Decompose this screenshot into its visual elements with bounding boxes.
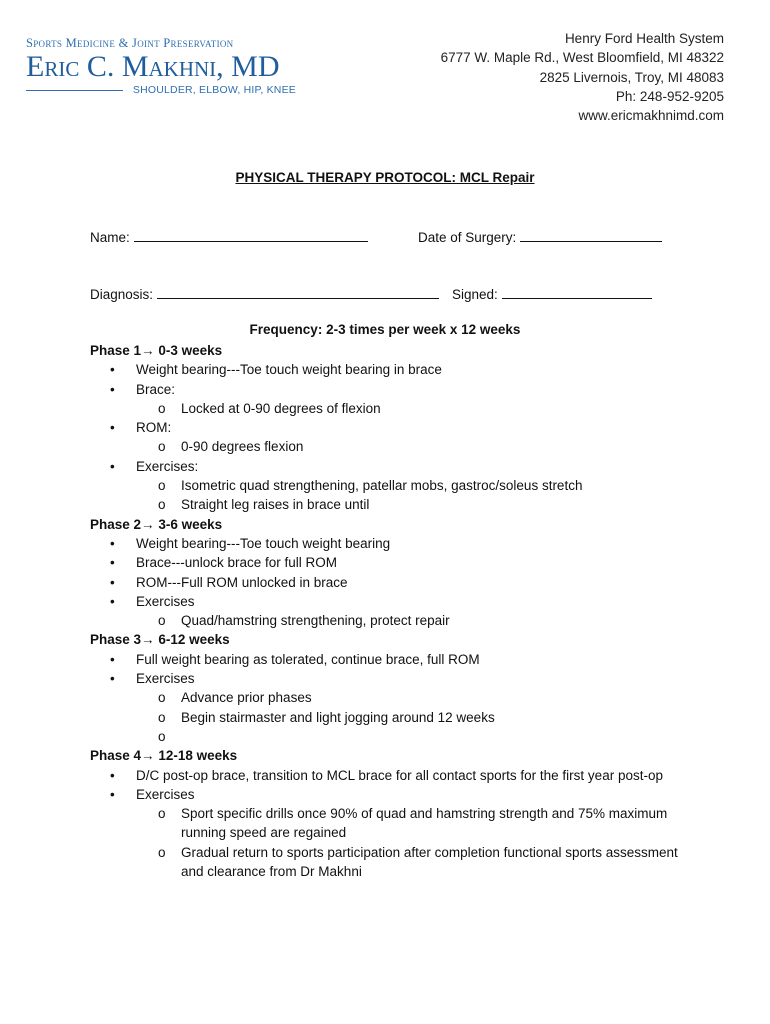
address-website: www.ericmakhnimd.com [578,108,724,124]
phase-2-heading [90,515,690,534]
arrow-icon: → [141,632,155,648]
list-item: • Exercises: [90,457,690,476]
sub-list-item: o Gradual return to sports participation after completion functional sports assessment and clearance from Dr Makhni [90,843,690,882]
sub-list-item: o Advance prior phases [90,688,690,707]
logo-specialties: SHOULDER, ELBOW, HIP, KNEE [132,84,296,96]
phase-4-heading [90,746,690,765]
list-item: • Exercises [90,785,690,804]
logo-divider [26,90,123,91]
sub-list-item: o Begin stairmaster and light jogging around 12 weeks [90,708,690,727]
phase-label: Phase 1 [90,343,142,358]
date-of-surgery-blank-line[interactable] [520,228,662,242]
address-organization: Henry Ford Health System [564,31,724,46]
signed-blank-line[interactable] [502,285,652,299]
diagnosis-label: Diagnosis: [90,287,154,302]
practice-logo [26,36,296,96]
arrow-icon: → [141,343,155,358]
frequency-line: Frequency: 2-3 times per week x 12 weeks [249,322,521,337]
list-item: • D/C post-op brace, transition to MCL brace for all contact sports for the first year post-op [90,766,690,785]
list-item: • ROM---Full ROM unlocked in brace [90,573,690,592]
phase-label: Phase 4 [90,748,142,764]
protocol-phases [90,341,690,881]
empty-sub-list-item [90,727,690,746]
list-item: • Full weight bearing as tolerated, continue brace, full ROM [90,650,690,669]
arrow-icon: → [141,748,155,764]
name-field [90,228,368,245]
list-item: • Exercises [90,669,690,688]
sub-list-item: o Quad/hamstring strengthening, protect repair [90,611,690,630]
document-title: PHYSICAL THERAPY PROTOCOL: MCL Repair [235,170,535,185]
list-item: • Exercises [90,592,690,611]
date-of-surgery-label: Date of Surgery: [418,230,517,245]
signed-field [452,285,652,302]
phase-weeks: 6-12 weeks [158,632,230,648]
phase-weeks: 12-18 weeks [158,748,238,764]
name-blank-line[interactable] [134,228,368,242]
diagnosis-blank-line[interactable] [157,285,439,299]
list-item: • Weight bearing---Toe touch weight bearing in brace [90,360,690,379]
logo-doctor-name: Eric C. Makhni, MD [26,50,280,83]
arrow-icon: → [141,516,155,532]
phase-3-heading [90,630,690,649]
phase-1-heading [90,341,690,360]
address-block [441,29,724,125]
phase-label: Phase 3 [90,632,142,648]
name-label: Name: [90,230,130,245]
phase-label: Phase 2 [90,516,142,532]
sub-list-item: o 0-90 degrees flexion [90,437,690,456]
phase-weeks: 0-3 weeks [158,343,223,358]
signed-label: Signed: [452,287,498,302]
logo-tagline: Sports Medicine & Joint Preservation [26,36,234,50]
list-item: • Weight bearing---Toe touch weight bearing [90,534,690,553]
phase-weeks: 3-6 weeks [158,516,223,532]
address-phone: Ph: 248-952-9205 [615,88,724,104]
sub-list-item: o Locked at 0-90 degrees of flexion [90,399,690,418]
date-of-surgery-field [418,228,662,245]
sub-list-item: o Straight leg raises in brace until [90,495,690,514]
sub-list-item: o Sport specific drills once 90% of quad and hamstring strength and 75% maximum running speed are regained [90,804,690,843]
list-item: • ROM: [90,418,690,437]
address-troy: 2825 Livernois, Troy, MI 48083 [539,69,724,85]
list-item: • Brace: [90,380,690,399]
list-item: • Brace---unlock brace for full ROM [90,553,690,572]
diagnosis-field [90,285,439,302]
sub-list-item: o Isometric quad strengthening, patellar mobs, gastroc/soleus stretch [90,476,690,495]
address-west-bloomfield: 6777 W. Maple Rd., West Bloomfield, MI 48322 [440,50,724,66]
logo-rule-row [26,84,296,96]
